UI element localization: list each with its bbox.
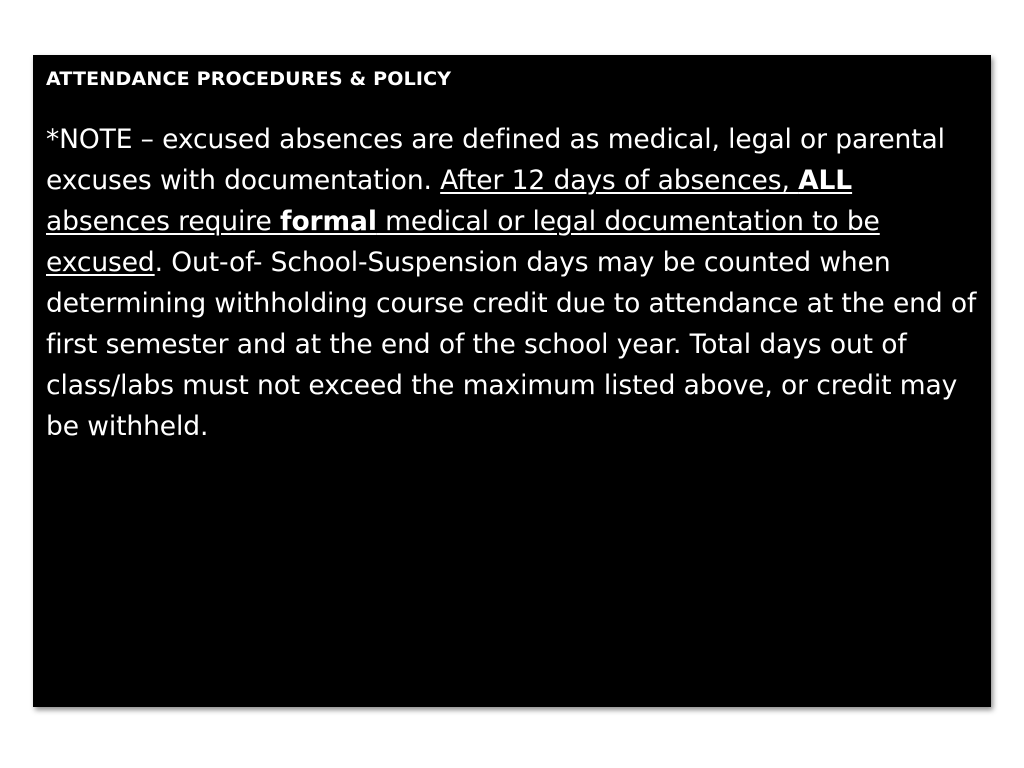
note-intro-text: *NOTE – excused absences are defined as medical, legal or parental excuses with documentation. bbox=[46, 124, 945, 196]
policy-note-paragraph bbox=[46, 119, 977, 447]
underlined-text: After 12 days of absences, bbox=[440, 165, 799, 196]
underlined-bold-formal: formal bbox=[280, 206, 377, 237]
slide-title: ATTENDANCE PROCEDURES & POLICY bbox=[46, 68, 452, 90]
underlined-bold-all: ALL bbox=[798, 165, 853, 196]
suspension-policy-text: . Out-of- School-Suspension days may be counted when determining withholding course credit due to attendance at the end of first semester and at the end of the school year. Total days out of class/labs must not exceed the maximum listed above, or credit may be withheld. bbox=[46, 247, 977, 442]
underlined-text: absences require bbox=[46, 206, 281, 237]
underlined-text: medical or legal documentation to be excused bbox=[46, 206, 880, 278]
slide-panel bbox=[33, 55, 991, 707]
